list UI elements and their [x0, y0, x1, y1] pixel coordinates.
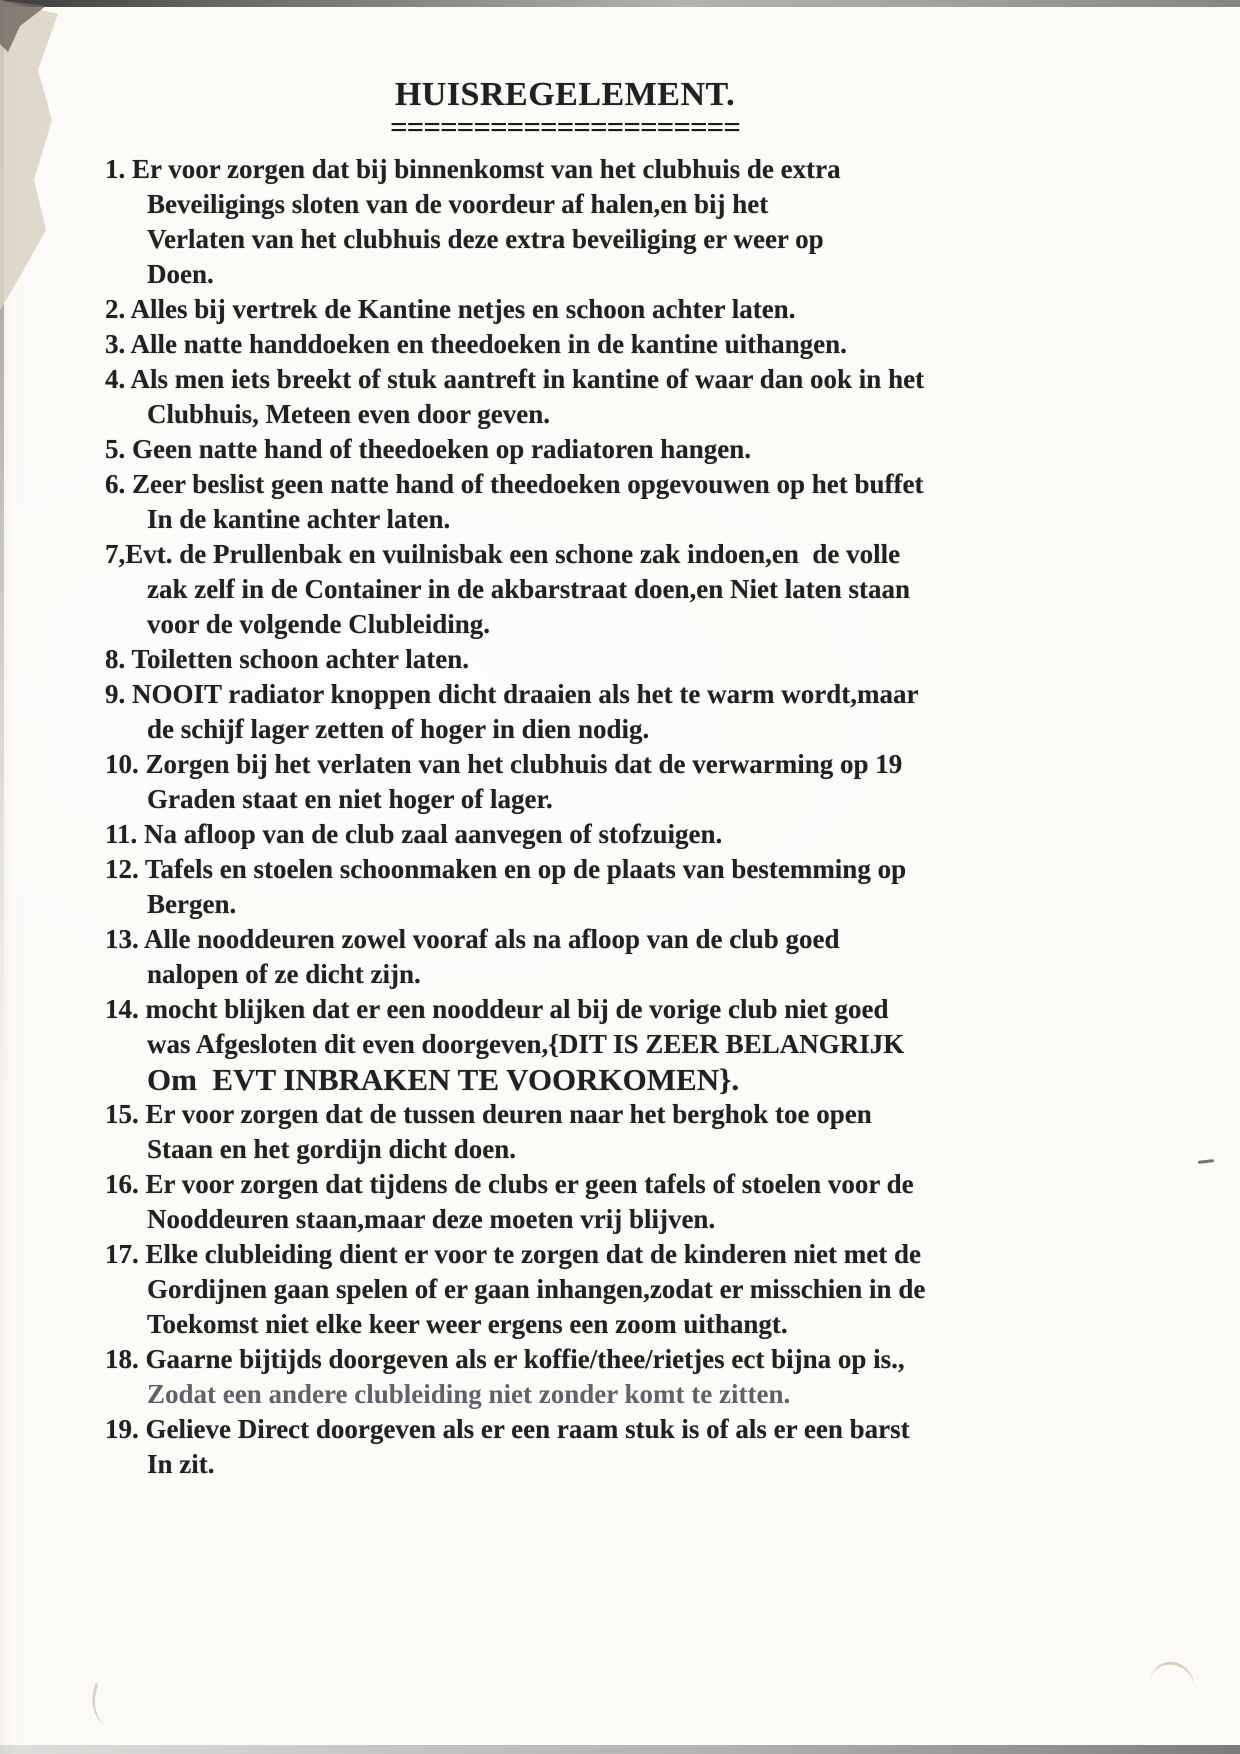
rule-item: [105, 432, 1025, 467]
rule-line: 17. Elke clubleiding dient er voor te zorgen dat de kinderen niet met de: [105, 1239, 921, 1269]
rule-item: [105, 992, 1025, 1097]
rule-item: [105, 922, 1025, 992]
rule-line: 10. Zorgen bij het verlaten van het clubhuis dat de verwarming op 19: [105, 749, 903, 779]
rule-line: 11. Na afloop van de club zaal aanvegen of stofzuigen.: [105, 819, 723, 849]
rule-line: 7,Evt. de Prullenbak en vuilnisbak een schone zak indoen,en de volle: [105, 539, 901, 569]
rule-line: Verlaten van het clubhuis deze extra beveiliging er weer op: [147, 224, 824, 254]
page-title: HUISREGELEMENT.: [394, 76, 736, 113]
rule-item: [105, 362, 1025, 432]
rule-line: Beveiligings sloten van de voordeur af halen,en bij het: [147, 189, 769, 219]
rule-line: 5. Geen natte hand of theedoeken op radiatoren hangen.: [105, 434, 752, 464]
rule-line: 14. mocht blijken dat er een nooddeur al bij de vorige club niet goed: [105, 994, 889, 1024]
rule-item: [105, 1167, 1025, 1237]
rules-list: [105, 152, 1025, 1482]
rule-line: was Afgesloten dit even doorgeven,{DIT IS ZEER BELANGRIJK: [147, 1029, 905, 1059]
rule-line: In zit.: [147, 1449, 215, 1479]
rule-line: Gordijnen gaan spelen of er gaan inhangen,zodat er misschien in de: [147, 1274, 926, 1304]
rule-item: [105, 292, 1025, 327]
rule-line: 8. Toiletten schoon achter laten.: [105, 644, 469, 674]
rule-item: [105, 642, 1025, 677]
rule-item: [105, 1342, 1025, 1412]
rule-item: [105, 1412, 1025, 1482]
rule-line: 3. Alle natte handdoeken en theedoeken in de kantine uithangen.: [105, 329, 847, 359]
rule-line: 19. Gelieve Direct doorgeven als er een raam stuk is of als er een barst: [105, 1414, 910, 1444]
rule-line: 4. Als men iets breekt of stuk aantreft in kantine of waar dan ook in het: [105, 364, 925, 394]
rule-line: 2. Alles bij vertrek de Kantine netjes en schoon achter laten.: [105, 294, 796, 324]
paper-smudge-bottom-left: [86, 1683, 128, 1730]
rule-line: 6. Zeer beslist geen natte hand of theedoeken opgevouwen op het buffet: [105, 469, 924, 499]
paper-smudge-right: [1148, 1659, 1198, 1694]
rule-line: In de kantine achter laten.: [147, 504, 451, 534]
rule-line: 9. NOOIT radiator knoppen dicht draaien als het te warm wordt,maar: [105, 679, 919, 709]
rule-item: [105, 467, 1025, 537]
rule-line: 1. Er voor zorgen dat bij binnenkomst van het clubhuis de extra: [105, 154, 841, 184]
rule-line: zak zelf in de Container in de akbarstraat doen,en Niet laten staan: [147, 574, 910, 604]
rule-line: nalopen of ze dicht zijn.: [147, 959, 421, 989]
rule-item: [105, 1237, 1025, 1342]
pen-mark-dash: [1198, 1159, 1214, 1164]
rule-line: Clubhuis, Meteen even door geven.: [147, 399, 550, 429]
rule-line: Nooddeuren staan,maar deze moeten vrij blijven.: [147, 1204, 716, 1234]
rule-line: Bergen.: [147, 889, 237, 919]
title-underline: =====================: [390, 109, 740, 144]
rule-item: [105, 327, 1025, 362]
rule-item: [105, 152, 1025, 292]
scan-edge-bottom: [0, 1745, 1240, 1754]
rule-line: voor de volgende Clubleiding.: [147, 609, 491, 639]
rule-line: Staan en het gordijn dicht doen.: [147, 1134, 517, 1164]
rule-line: de schijf lager zetten of hoger in dien nodig.: [147, 714, 650, 744]
rule-line: 12. Tafels en stoelen schoonmaken en op de plaats van bestemming op: [105, 854, 907, 884]
rule-line: 13. Alle nooddeuren zowel vooraf als na afloop van de club goed: [105, 924, 840, 954]
rule-item: [105, 1097, 1025, 1167]
rule-line: Zodat een andere clubleiding niet zonder komt te zitten.: [147, 1379, 791, 1409]
document-content: [105, 0, 1025, 1482]
rule-line: Doen.: [147, 259, 214, 289]
rule-line: Toekomst niet elke keer weer ergens een zoom uithangt.: [147, 1309, 788, 1339]
rule-line: 16. Er voor zorgen dat tijdens de clubs er geen tafels of stoelen voor de: [105, 1169, 914, 1199]
rule-item: [105, 817, 1025, 852]
rule-line: Graden staat en niet hoger of lager.: [147, 784, 553, 814]
rule-line: 18. Gaarne bijtijds doorgeven als er koffie/thee/rietjes ect bijna op is.,: [105, 1344, 905, 1374]
rule-item: [105, 747, 1025, 817]
rule-line: 15. Er voor zorgen dat de tussen deuren naar het berghok toe open: [105, 1099, 872, 1129]
rule-item: [105, 537, 1025, 642]
rule-item: [105, 852, 1025, 922]
rule-item: [105, 677, 1025, 747]
rule-line: Om EVT INBRAKEN TE VOORKOMEN}.: [147, 1062, 740, 1097]
